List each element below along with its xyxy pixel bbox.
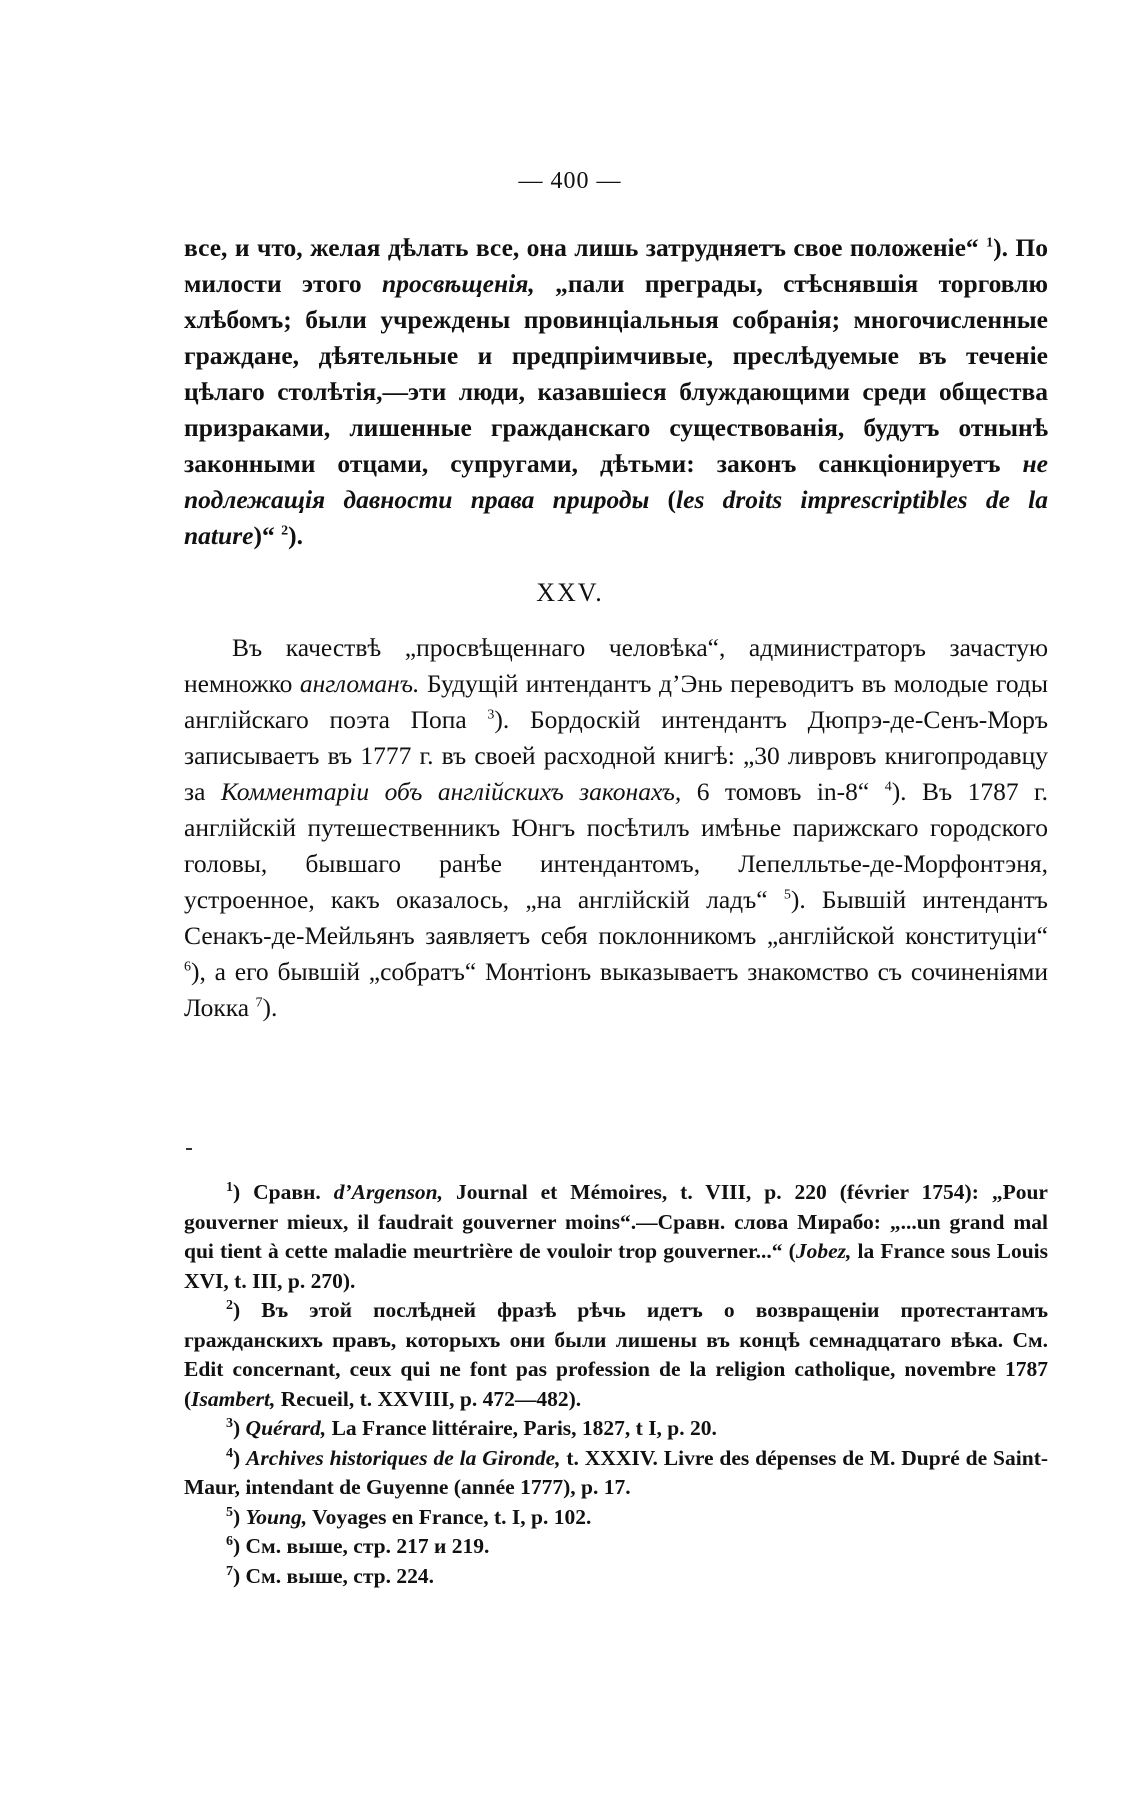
paragraph-2: Въ качествѣ „просвѣщеннаго человѣка“, администраторъ зачастую немножко англоманъ. Будущій интендантъ д’Энь переводитъ въ молодые годы англійскаго поэта Попа $^3$). Бордоскій интендантъ Дюпрэ-де-Сенъ-Моръ записываетъ въ 1777 г. въ своей расходной книгѣ: „30 ливровъ книгопродавцу за Комментаріи объ англійскихъ законахъ, 6 томовъ in-8“ $^4$). Въ 1787 г. англійскій путешественникъ Юнгъ посѣтилъ имѣнье парижскаго городского головы, бывшаго ранѣе интендантомъ, Лепелльтье-де-Морфонтэня, устроенное, какъ оказалось, „на англійскій ладъ“ $^5$). Бывшій интендантъ Сенакъ-де-Мейльянъ заявляетъ себя поклонникомъ „англійской конституціи“ $^6$), а его бывшій „собратъ“ Монтіонъ выказываетъ знакомство съ сочиненіями Локка $^7$). (184, 633, 1049, 1022)
footnote-5: $^5$) Young, Voyages en France, t. I, p. 102. (226, 1504, 592, 1529)
footnote-ref-3: 3 (487, 707, 495, 723)
footnote-2: $^2$) Въ этой послѣдней фразѣ рѣчь идетъ о возвращеніи протестантамъ гражданскихъ правъ, которыхъ они были лишены въ концѣ семнадцатаго вѣка. См. Edit concernant, ceux qui ne font pas profession de la religion catholique, novembre 1787 (Isambert, Recueil, t. XXVIII, p. 472—482). (184, 1297, 1048, 1411)
footnote-divider (186, 1148, 192, 1150)
footnote-ref-2: 2 (281, 523, 289, 539)
paragraph-continuation (184, 230, 1048, 554)
section-body (184, 630, 1048, 1026)
footnote-6: $^6$) См. выше, стр. 217 и 219. (226, 1533, 490, 1558)
page-number: — 400 — (518, 168, 622, 194)
footnote-ref-7: 7 (255, 995, 263, 1011)
footnotes (184, 1178, 1048, 1591)
footnote-ref-6: 6 (184, 959, 191, 975)
section-heading: XXV. (536, 578, 604, 607)
footnote-4: $^4$) Archives historiques de la Gironde, t. XXXIV. Livre des dépenses de M. Dupré de Saint-Maur, intendant de Guyenne (année 1777), p. 17. (184, 1445, 1049, 1499)
footnote-ref-4: 4 (884, 779, 892, 795)
footnote-3: $^3$) Quérard, La France littéraire, Paris, 1827, t I, p. 20. (226, 1415, 717, 1440)
footnote-1: $^1$) Сравн. d’Argenson, Journal et Mémoires, t. VIII, p. 220 (février 1754): „Pour gouverner mieux, il faudrait gouverner moins“.—Сравн. слова Мирабо: „...un grand mal qui tient à cette maladie meurtrière de vouloir trop gouverner...“ (Jobez, la France sous Louis XVI, t. III, p. 270). (184, 1179, 1048, 1293)
paragraph-1: все, и что, желая дѣлать все, она лишь затрудняетъ свое положеніе“ $^1$). По милости этого просвѣщенія, „пали преграды, стѣснявшія торговлю хлѣбомъ; были учреждены провинціальныя собранія; многочисленные граждане, дѣятельные и предпріимчивые, преслѣдуемые въ теченіе цѣлаго столѣтія,—эти люди, казавшіеся блуждающими среди общества призраками, лишенные гражданскаго существованія, будутъ отнынѣ законными отцами, супругами, дѣтьми: законъ санкціонируетъ не подлежащія давности права природы (les droits imprescriptibles de la nature)“ $^2$). (184, 233, 1049, 550)
footnote-ref-5: 5 (783, 887, 791, 903)
footnote-ref-1: 1 (986, 235, 994, 251)
footnote-7: $^7$) См. выше, стр. 224. (226, 1563, 434, 1588)
